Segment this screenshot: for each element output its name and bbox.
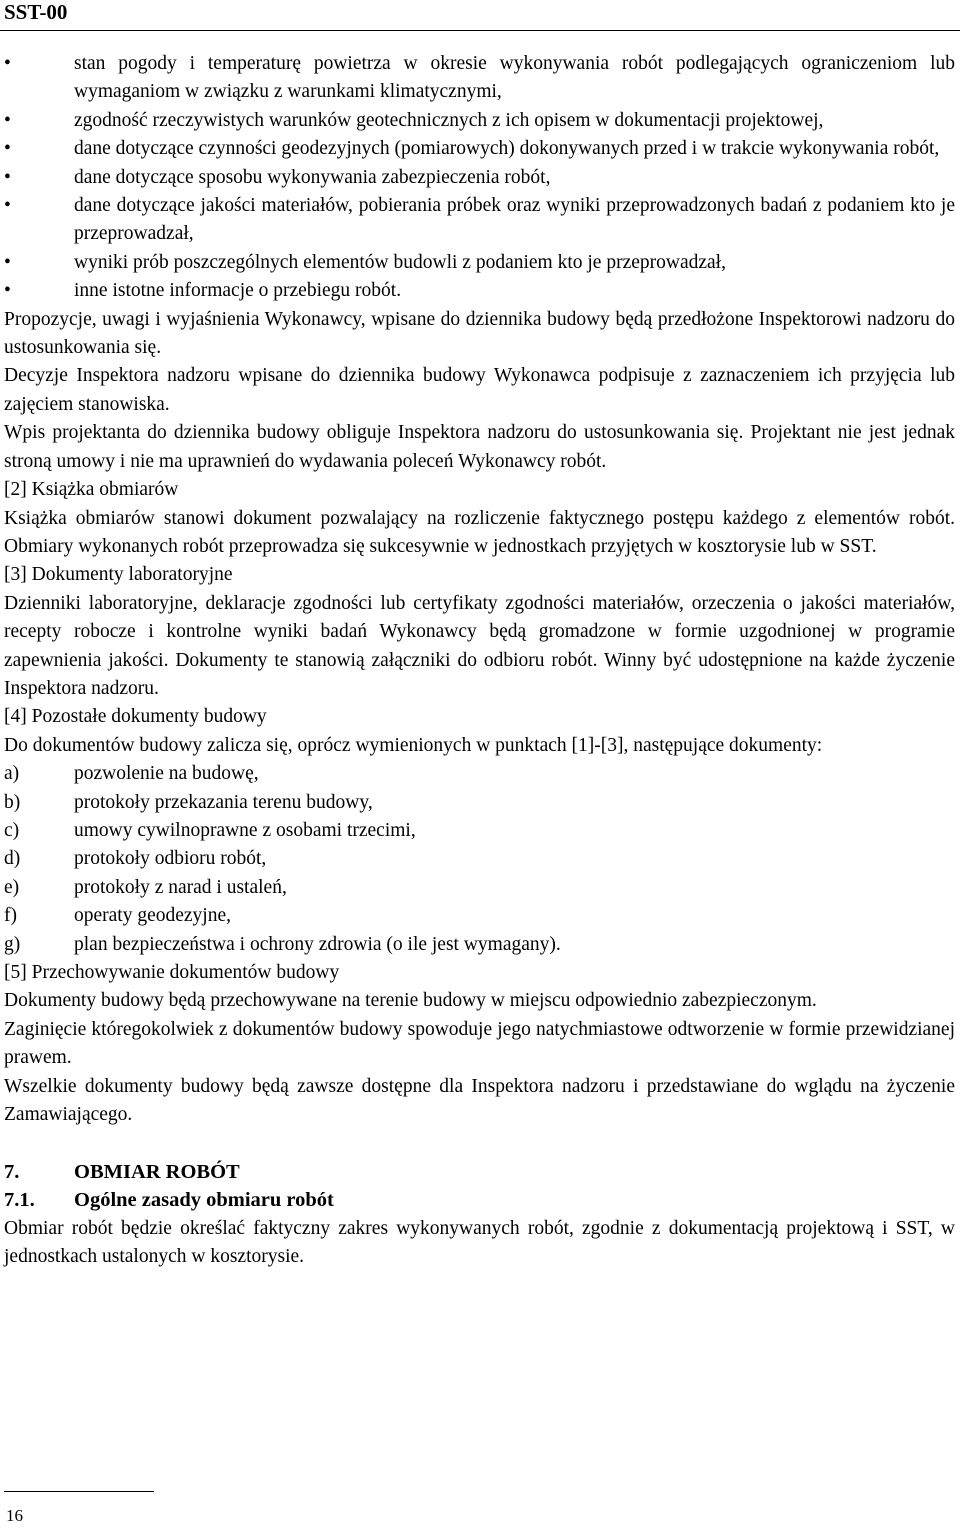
section-7-1-heading	[4, 1186, 955, 1214]
alpha-list-text: operaty geodezyjne,	[74, 905, 232, 927]
section-7-number: 7.	[4, 1160, 20, 1183]
paragraph: Propozycje, uwagi i wyjaśnienia Wykonawcy, wpisane do dziennika budowy będą przedłożone Inspektorowi nadzoru do ustosunkowania się.	[4, 308, 955, 359]
alpha-list-marker: c)	[4, 819, 20, 841]
alpha-list-text: protokoły z narad i ustaleń,	[74, 876, 287, 898]
bullet-text: wyniki prób poszczególnych elementów budowli z podaniem kto je przeprowadzał,	[74, 251, 726, 273]
alpha-list-marker: e)	[4, 876, 20, 898]
bullet-item	[4, 164, 955, 192]
bullet-text: dane dotyczące jakości materiałów, pobierania próbek oraz wyniki przeprowadzonych badań z podaniem kto je przeprowadzał,	[74, 195, 955, 245]
paragraph: Zaginięcie któregokolwiek z dokumentów budowy spowoduje jego natychmiastowe odtworzenie w formie przewidzianej prawem.	[4, 1018, 955, 1069]
bullet-mark: •	[4, 280, 11, 302]
paragraph: Wszelkie dokumenty budowy będą zawsze dostępne dla Inspektora nadzoru i przedstawiane do wglądu na życzenie Zamawiającego.	[4, 1075, 955, 1126]
paragraph: Decyzje Inspektora nadzoru wpisane do dziennika budowy Wykonawca podpisuje z zaznaczeniem ich przyjęcia lub zajęciem stanowiska.	[4, 365, 955, 415]
alpha-list-marker: f)	[4, 905, 17, 927]
alpha-list-item	[4, 845, 955, 873]
bullet-text: dane dotyczące sposobu wykonywania zabezpieczenia robót,	[74, 166, 551, 188]
paragraph: Książka obmiarów stanowi dokument pozwalający na rozliczenie faktycznego postępu każdego z elementów robót. Obmiary wykonanych robót przeprowadza się sukcesywnie w jednostkach przyjętych w kosztorysie lub w SST.	[4, 507, 955, 557]
alpha-list-text: umowy cywilnoprawne z osobami trzecimi,	[74, 819, 416, 841]
document-body	[4, 50, 955, 1271]
page-header	[0, 0, 960, 31]
page-number: 16	[6, 1506, 23, 1525]
bullet-item	[4, 192, 955, 249]
bullet-text: zgodność rzeczywistych warunków geotechnicznych z ich opisem w dokumentacji projektowej,	[74, 109, 824, 131]
bullet-item	[4, 249, 955, 277]
bullet-item	[4, 135, 955, 163]
alpha-list-marker: b)	[4, 791, 21, 813]
bullet-mark: •	[4, 166, 11, 188]
alpha-list-item	[4, 874, 955, 902]
bullet-text: dane dotyczące czynności geodezyjnych (pomiarowych) dokonywanych przed i w trakcie wykonywania robót,	[74, 138, 940, 160]
alpha-list-text: pozwolenie na budowę,	[74, 763, 259, 785]
alpha-list-marker: a)	[4, 763, 20, 785]
section-7-1-number: 7.1.	[4, 1189, 35, 1212]
alpha-list-text: protokoły odbioru robót,	[74, 848, 267, 870]
section-7-1-paragraph: Obmiar robót będzie określać faktyczny zakres wykonywanych robót, zgodnie z dokumentacją projektową i SST, w jednostkach ustalonych w kosztorysie.	[4, 1217, 955, 1268]
bullet-mark: •	[4, 251, 11, 273]
paragraphs-group-a	[4, 306, 955, 761]
alpha-list-marker: g)	[4, 933, 21, 955]
alpha-list-item	[4, 931, 955, 959]
bullet-mark: •	[4, 109, 11, 131]
paragraph: Dokumenty budowy będą przechowywane na terenie budowy w miejscu odpowiednio zabezpieczonym.	[4, 990, 817, 1012]
bullet-list	[4, 50, 955, 306]
paragraph: Wpis projektanta do dziennika budowy obliguje Inspektora nadzoru do ustosunkowania się. Projektant nie jest jednak stroną umowy i nie ma uprawnień do wydawania poleceń Wykonawcy robót.	[4, 422, 955, 472]
section-7-heading	[4, 1158, 955, 1186]
paragraph: [4] Pozostałe dokumenty budowy	[4, 706, 267, 728]
footer-divider	[4, 1491, 154, 1492]
alpha-list-item	[4, 760, 955, 788]
alpha-list-item	[4, 902, 955, 930]
alpha-list	[4, 760, 955, 959]
section-7-1-title: Ogólne zasady obmiaru robót	[74, 1189, 334, 1212]
bullet-item	[4, 277, 955, 305]
bullet-mark: •	[4, 53, 11, 74]
alpha-list-text: plan bezpieczeństwa i ochrony zdrowia (o ile jest wymagany).	[74, 933, 561, 955]
alpha-list-item	[4, 817, 955, 845]
bullet-mark: •	[4, 195, 11, 217]
paragraph: Do dokumentów budowy zalicza się, oprócz wymienionych w punktach [1]-[3], następujące dokumenty:	[4, 734, 823, 756]
paragraph: Dzienniki laboratoryjne, deklaracje zgodności lub certyfikaty zgodności materiałów, orzeczenia o jakości materiałów, recepty robocze i kontrolne wyniki badań Wykonawcy będą gromadzone w formie uzgodnionej w programie zapewnienia jakości. Dokumenty te stanowią załączniki do odbioru robót. Winny być udostępnione na każde życzenie Inspektora nadzoru.	[4, 592, 955, 699]
bullet-item	[4, 50, 955, 107]
paragraph: [2] Książka obmiarów	[4, 479, 179, 501]
paragraph: [3] Dokumenty laboratoryjne	[4, 564, 233, 586]
alpha-list-marker: d)	[4, 848, 21, 870]
bullet-item	[4, 107, 955, 135]
document-code: SST-00	[4, 0, 68, 24]
paragraphs-group-b	[4, 959, 955, 1129]
bullet-mark: •	[4, 138, 11, 160]
bullet-text: stan pogody i temperaturę powietrza w okresie wykonywania robót podlegających ograniczeniom lub wymaganiom w związku z warunkami klimatycznymi,	[74, 53, 955, 103]
alpha-list-item	[4, 789, 955, 817]
bullet-text: inne istotne informacje o przebiegu robót.	[74, 280, 402, 302]
paragraph: [5] Przechowywanie dokumentów budowy	[4, 962, 340, 983]
alpha-list-text: protokoły przekazania terenu budowy,	[74, 791, 373, 813]
spacer	[4, 1129, 955, 1157]
section-7-title: OBMIAR ROBÓT	[74, 1160, 240, 1183]
